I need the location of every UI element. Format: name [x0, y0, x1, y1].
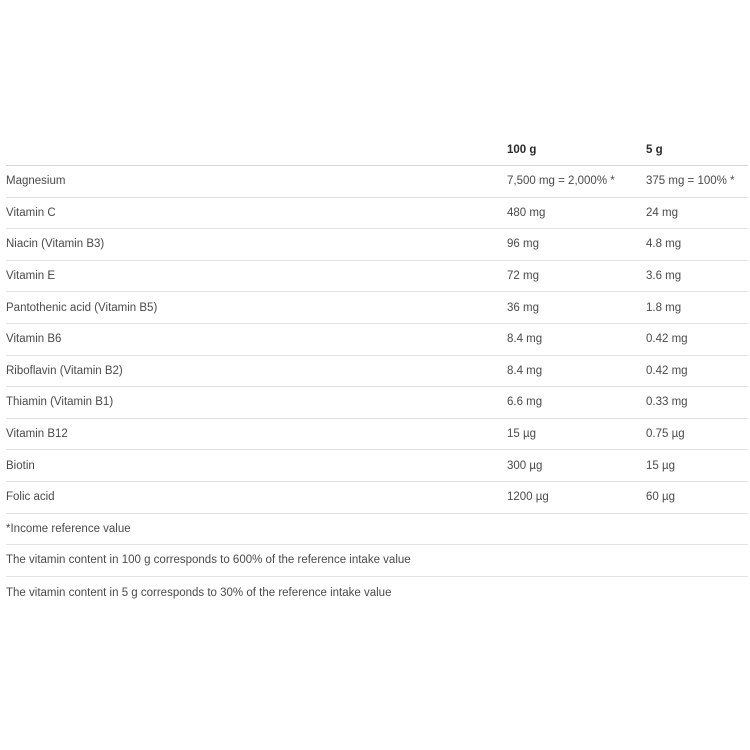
nutrient-name: Niacin (Vitamin B3)	[6, 238, 105, 251]
nutrient-name: Folic acid	[6, 491, 55, 504]
table-row	[6, 387, 748, 419]
nutrient-name: Vitamin E	[6, 270, 56, 283]
value-per-100g: 36 mg	[507, 301, 539, 314]
value-per-100g: 72 mg	[507, 270, 539, 283]
table-header-row	[6, 134, 748, 166]
value-per-5g: 1.8 mg	[646, 301, 682, 314]
table-row	[6, 292, 748, 324]
table-row	[6, 482, 748, 514]
value-per-5g: 0.42 mg	[646, 333, 688, 346]
value-per-5g: 60 µg	[646, 491, 676, 504]
value-per-100g: 15 µg	[507, 428, 537, 441]
footnote-100g: The vitamin content in 100 g corresponds to 600% of the reference intake value	[6, 554, 411, 567]
value-per-100g: 8.4 mg	[507, 333, 543, 346]
table-row	[6, 419, 748, 451]
table-row	[6, 261, 748, 293]
table-row	[6, 198, 748, 230]
nutrient-name: Vitamin B6	[6, 333, 62, 346]
header-per-5g: 5 g	[646, 143, 663, 156]
table-row	[6, 229, 748, 261]
value-per-5g: 0.75 µg	[646, 428, 685, 441]
footnote-row	[6, 514, 748, 546]
value-per-100g: 7,500 mg = 2,000% *	[507, 175, 615, 188]
nutrient-name: Thiamin (Vitamin B1)	[6, 396, 114, 409]
value-per-100g: 8.4 mg	[507, 364, 543, 377]
nutrient-name: Magnesium	[6, 175, 66, 188]
table-row	[6, 356, 748, 388]
nutrient-name: Vitamin C	[6, 206, 56, 219]
value-per-5g: 3.6 mg	[646, 270, 682, 283]
value-per-5g: 0.42 mg	[646, 364, 688, 377]
nutrient-name: Biotin	[6, 459, 35, 472]
header-per-100g: 100 g	[507, 143, 537, 156]
value-per-5g: 15 µg	[646, 459, 676, 472]
value-per-100g: 480 mg	[507, 206, 546, 219]
value-per-5g: 24 mg	[646, 206, 678, 219]
table-row	[6, 166, 748, 198]
nutrition-table	[6, 134, 748, 608]
table-row	[6, 324, 748, 356]
footnote-row	[6, 577, 748, 609]
value-per-5g: 0.33 mg	[646, 396, 688, 409]
footnote-row	[6, 545, 748, 577]
footnote-reference: *Income reference value	[6, 522, 131, 535]
nutrient-name: Vitamin B12	[6, 428, 68, 441]
table-row	[6, 450, 748, 482]
value-per-5g: 4.8 mg	[646, 238, 682, 251]
nutrient-name: Pantothenic acid (Vitamin B5)	[6, 301, 158, 314]
value-per-100g: 1200 µg	[507, 491, 549, 504]
value-per-100g: 6.6 mg	[507, 396, 543, 409]
value-per-100g: 96 mg	[507, 238, 539, 251]
nutrient-name: Riboflavin (Vitamin B2)	[6, 364, 123, 377]
value-per-100g: 300 µg	[507, 459, 543, 472]
value-per-5g: 375 mg = 100% *	[646, 175, 735, 188]
footnote-5g: The vitamin content in 5 g corresponds to 30% of the reference intake value	[6, 586, 392, 599]
